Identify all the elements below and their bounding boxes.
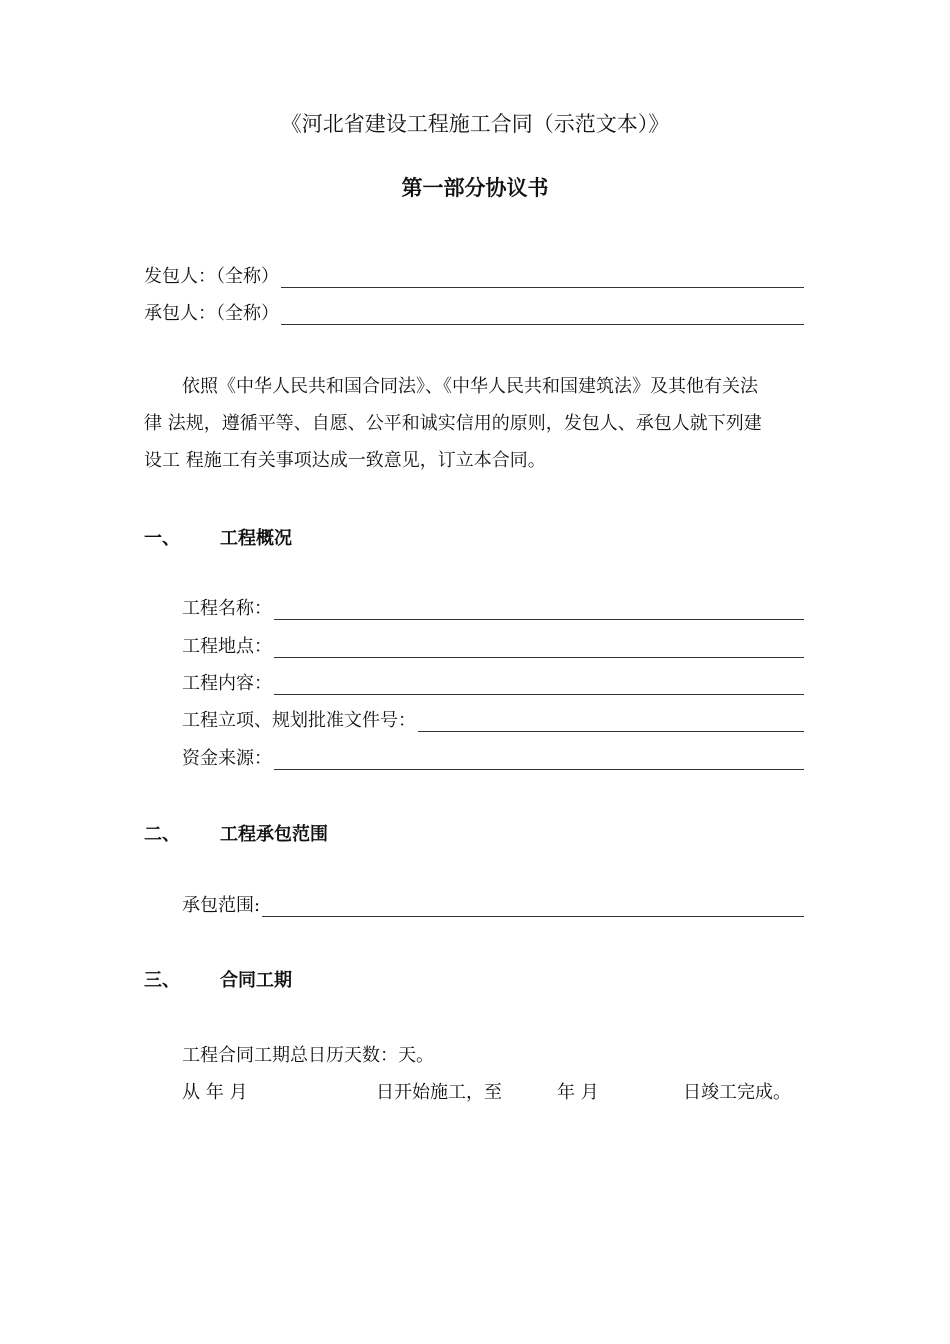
project-location-blank-line[interactable] xyxy=(274,639,804,658)
contractor-blank-line[interactable] xyxy=(281,306,804,325)
date-start-text: 日开始施工，至 xyxy=(376,1082,502,1103)
date-end-year-month: 年 月 xyxy=(557,1082,599,1103)
employer-blank-line[interactable] xyxy=(281,269,804,288)
project-content-blank-line[interactable] xyxy=(274,676,804,695)
section-1-title: 工程概况 xyxy=(220,528,292,549)
intro-line-1: 依照《中华人民共和国合同法》、《中华人民共和国建筑法》及其他有关法 xyxy=(182,376,758,397)
section-2-title: 工程承包范围 xyxy=(220,824,328,845)
scope-blank-line[interactable] xyxy=(262,898,804,917)
approval-number-field xyxy=(182,706,804,732)
section-2-number: 二、 xyxy=(144,824,180,845)
funding-source-blank-line[interactable] xyxy=(274,751,804,770)
section-3-number: 三、 xyxy=(144,970,180,991)
section-3-heading xyxy=(144,966,292,992)
section-1-heading xyxy=(144,524,292,550)
scope-label: 承包范围: xyxy=(182,895,261,916)
duration-text: 工程合同工期总日历天数：天。 xyxy=(182,1045,434,1066)
date-finish-text: 日竣工完成。 xyxy=(683,1082,791,1103)
approval-number-label: 工程立项、规划批准文件号： xyxy=(182,710,416,731)
document-title: 《河北省建设工程施工合同（示范文本）》 xyxy=(280,112,670,136)
funding-source-label: 资金来源： xyxy=(182,748,272,769)
document-subtitle: 第一部分协议书 xyxy=(401,176,549,200)
contractor-label: 承包人：（全称） xyxy=(144,303,279,324)
employer-field xyxy=(144,262,804,288)
project-name-field xyxy=(182,594,804,620)
approval-number-blank-line[interactable] xyxy=(418,713,804,732)
project-name-label: 工程名称： xyxy=(182,598,272,619)
project-location-label: 工程地点： xyxy=(182,636,272,657)
contractor-field xyxy=(144,299,804,325)
employer-label: 发包人：（全称） xyxy=(144,266,279,287)
section-2-heading xyxy=(144,820,328,846)
date-from: 从 年 月 xyxy=(182,1082,248,1103)
project-location-field xyxy=(182,632,804,658)
project-content-label: 工程内容： xyxy=(182,673,272,694)
funding-source-field xyxy=(182,744,804,770)
project-content-field xyxy=(182,669,804,695)
scope-field xyxy=(182,891,804,917)
intro-paragraph xyxy=(144,368,820,479)
intro-line-2: 律 法规，遵循平等、自愿、公平和诚实信用的原则，发包人、承包人就下列建 xyxy=(144,413,762,434)
project-name-blank-line[interactable] xyxy=(274,601,804,620)
section-1-number: 一、 xyxy=(144,528,180,549)
intro-line-3: 设工 程施工有关事项达成一致意见，订立本合同。 xyxy=(144,450,546,471)
section-3-title: 合同工期 xyxy=(220,970,292,991)
